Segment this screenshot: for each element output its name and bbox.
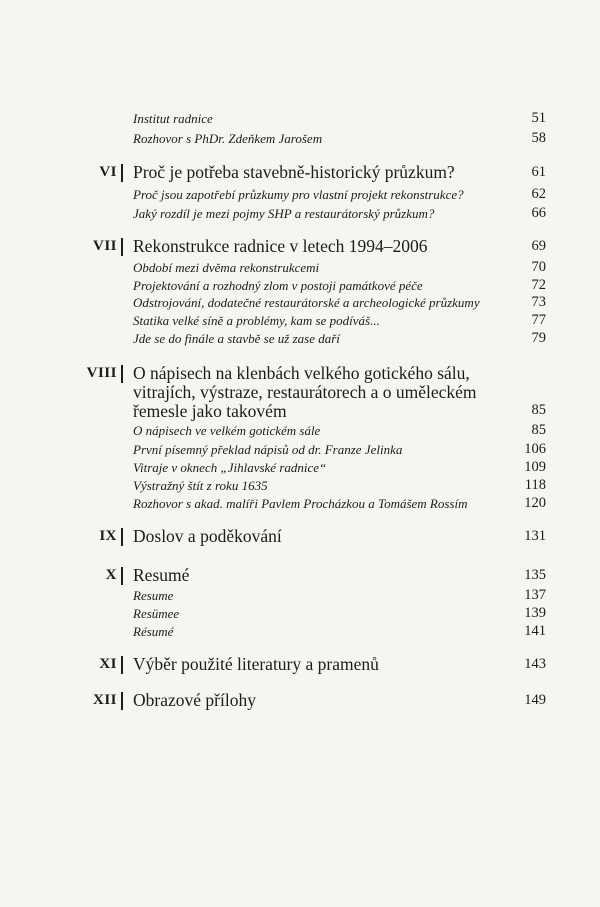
chapter-separator-bar bbox=[121, 238, 123, 256]
chapter-page: 135 bbox=[524, 567, 546, 583]
chapter-separator-bar bbox=[121, 528, 123, 546]
toc-subentry-page: 70 bbox=[531, 259, 546, 275]
toc-subentry[interactable]: Jaký rozdíl je mezi pojmy SHP a restaurátorský průzkum? bbox=[133, 206, 435, 221]
toc-subentry[interactable]: Résumé bbox=[133, 624, 174, 639]
chapter-page: 131 bbox=[524, 528, 546, 544]
toc-subentry-page: 118 bbox=[524, 477, 546, 493]
chapter-page: 61 bbox=[531, 164, 546, 180]
toc-subentry-page: 66 bbox=[531, 205, 546, 221]
chapter-title[interactable]: Obrazové přílohy bbox=[133, 690, 256, 710]
toc-subentry[interactable]: Statika velké síně a problémy, kam se podíváš... bbox=[133, 313, 380, 328]
toc-subentry[interactable]: O nápisech ve velkém gotickém sále bbox=[133, 423, 321, 438]
chapter-numeral: XI bbox=[99, 656, 117, 672]
toc-subentry[interactable]: První písemný překlad nápisů od dr. Franze Jelinka bbox=[133, 442, 403, 457]
toc-subentry[interactable]: Resümee bbox=[133, 606, 180, 621]
toc-subentry[interactable]: Proč jsou zapotřebí průzkumy pro vlastní projekt rekonstrukce? bbox=[133, 187, 464, 202]
chapter-page: 69 bbox=[531, 238, 546, 254]
toc-subentry[interactable]: Resume bbox=[133, 588, 174, 603]
chapter-numeral: VI bbox=[99, 164, 117, 180]
chapter-page: 85 bbox=[531, 402, 546, 418]
chapter-numeral: VIII bbox=[86, 365, 117, 381]
toc-subentry-page: 62 bbox=[531, 186, 546, 202]
toc-subentry[interactable]: Rozhovor s PhDr. Zdeňkem Jarošem bbox=[133, 131, 323, 146]
toc-subentry[interactable]: Vitraje v oknech „Jihlavské radnice“ bbox=[133, 460, 327, 475]
chapter-title[interactable]: Resumé bbox=[133, 565, 190, 585]
chapter-title[interactable]: O nápisech na klenbách velkého gotického sálu, vitrajích, výstraze, restaurátorech a o uměleckém řemesle jako takovém bbox=[133, 363, 477, 421]
toc-subentry-page: 106 bbox=[524, 441, 546, 457]
toc-subentry[interactable]: Institut radnice bbox=[133, 111, 213, 126]
chapter-title[interactable]: Proč je potřeba stavebně-historický průzkum? bbox=[133, 162, 455, 182]
toc-subentry-page: 109 bbox=[524, 459, 546, 475]
toc-subentry[interactable]: Odstrojování, dodatečné restaurátorské a archeologické průzkumy bbox=[133, 295, 480, 310]
toc-subentry[interactable]: Rozhovor s akad. malíři Pavlem Procházkou a Tomášem Rossím bbox=[133, 496, 468, 511]
toc-subentry[interactable]: Období mezi dvěma rekonstrukcemi bbox=[133, 260, 320, 275]
toc-subentry-page: 51 bbox=[531, 110, 546, 126]
chapter-numeral: IX bbox=[99, 528, 117, 544]
chapter-separator-bar bbox=[121, 164, 123, 182]
chapter-title[interactable]: Doslov a poděkování bbox=[133, 526, 282, 546]
chapter-separator-bar bbox=[121, 365, 123, 383]
toc-subentry[interactable]: Výstražný štít z roku 1635 bbox=[133, 478, 268, 493]
toc-subentry-page: 141 bbox=[524, 623, 546, 639]
toc-subentry[interactable]: Jde se do finále a stavbě se už zase daří bbox=[133, 331, 340, 346]
chapter-numeral: VII bbox=[92, 238, 117, 254]
chapter-separator-bar bbox=[121, 656, 123, 674]
toc-subentry-page: 120 bbox=[524, 495, 546, 511]
toc-subentry-page: 139 bbox=[524, 605, 546, 621]
toc-subentry-page: 79 bbox=[531, 330, 546, 346]
toc-subentry-page: 137 bbox=[524, 587, 546, 603]
chapter-separator-bar bbox=[121, 567, 123, 585]
chapter-page: 149 bbox=[524, 692, 546, 708]
toc-subentry-page: 85 bbox=[531, 422, 546, 438]
toc-subentry-page: 72 bbox=[531, 277, 546, 293]
chapter-title[interactable]: Výběr použité literatury a pramenů bbox=[133, 654, 379, 674]
chapter-separator-bar bbox=[121, 692, 123, 710]
toc-subentry[interactable]: Projektování a rozhodný zlom v postoji památkové péče bbox=[133, 278, 423, 293]
chapter-page: 143 bbox=[524, 656, 546, 672]
chapter-numeral: XII bbox=[92, 692, 117, 708]
toc-subentry-page: 73 bbox=[531, 294, 546, 310]
chapter-numeral: X bbox=[105, 567, 117, 583]
toc-subentry-page: 77 bbox=[531, 312, 546, 328]
chapter-title[interactable]: Rekonstrukce radnice v letech 1994–2006 bbox=[133, 236, 428, 256]
toc-subentry-page: 58 bbox=[531, 130, 546, 146]
